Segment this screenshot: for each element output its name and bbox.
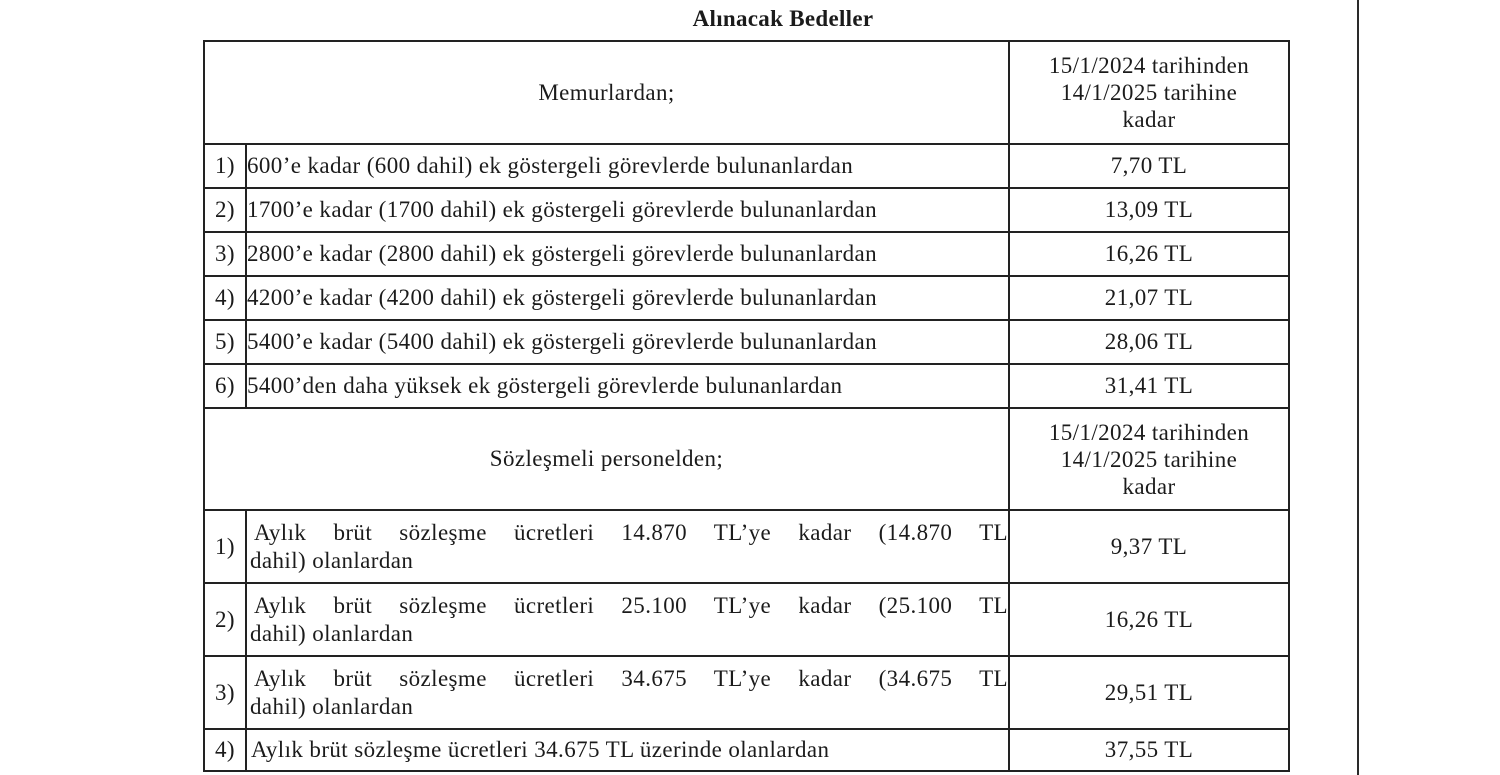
row-amount: 29,51 TL: [1009, 656, 1289, 729]
fees-table: [203, 40, 1290, 772]
period-header-line: 14/1/2025 tarihine: [1060, 446, 1238, 472]
page-edge-line: [1357, 0, 1359, 775]
document-title: Alınacak Bedeller: [692, 6, 874, 31]
row-amount: 16,26 TL: [1009, 232, 1289, 276]
row-amount: 28,06 TL: [1009, 320, 1289, 364]
period-header-line: kadar: [1122, 107, 1176, 132]
row-description-line: dahil) olanlardan: [250, 693, 414, 719]
row-number: 1): [204, 144, 246, 188]
row-description-line: dahil) olanlardan: [250, 620, 414, 646]
period-header-line: 15/1/2024 tarihinden: [1048, 53, 1250, 78]
row-description-line: Aylık brüt sözleşme ücretleri 34.675 TL’ye kadar (34.675 TL: [254, 665, 1008, 691]
row-description: 600’e kadar (600 dahil) ek göstergeli görevlerde bulunanlardan: [246, 144, 1009, 188]
table-row: [204, 320, 1289, 364]
sozlesmeli-header-row: [204, 408, 1289, 510]
row-number: 6): [204, 364, 246, 408]
row-description: 5400’e kadar (5400 dahil) ek göstergeli görevlerde bulunanlardan: [246, 320, 1009, 364]
row-amount: 31,41 TL: [1009, 364, 1289, 408]
memurlar-period-header: [1009, 41, 1289, 144]
row-description: [246, 583, 1009, 656]
memurlar-section-label: Memurlardan;: [204, 41, 1009, 144]
row-amount: 9,37 TL: [1009, 510, 1289, 583]
period-header-line: 14/1/2025 tarihine: [1060, 80, 1238, 105]
memurlar-header-row: [204, 41, 1289, 144]
row-description-line: Aylık brüt sözleşme ücretleri 34.675 TL üzerinde olanlardan: [251, 737, 830, 762]
period-header-line: kadar: [1122, 473, 1176, 499]
row-number: 2): [204, 188, 246, 232]
row-number: 2): [204, 583, 246, 656]
table-row: [204, 729, 1289, 771]
row-amount: 21,07 TL: [1009, 276, 1289, 320]
period-header-line: 15/1/2024 tarihinden: [1048, 419, 1250, 445]
row-description: 2800’e kadar (2800 dahil) ek göstergeli görevlerde bulunanlardan: [246, 232, 1009, 276]
row-number: 4): [204, 729, 246, 771]
row-amount: 16,26 TL: [1009, 583, 1289, 656]
table-row: [204, 364, 1289, 408]
row-description: [246, 656, 1009, 729]
row-description-line: Aylık brüt sözleşme ücretleri 25.100 TL’ye kadar (25.100 TL: [254, 592, 1008, 618]
row-amount: 13,09 TL: [1009, 188, 1289, 232]
table-row: [204, 656, 1289, 729]
table-row: [204, 188, 1289, 232]
sozlesmeli-period-header: [1009, 408, 1289, 510]
row-description: 1700’e kadar (1700 dahil) ek göstergeli görevlerde bulunanlardan: [246, 188, 1009, 232]
table-row: [204, 583, 1289, 656]
row-number: 3): [204, 656, 246, 729]
row-description: [246, 729, 1009, 771]
row-amount: 7,70 TL: [1009, 144, 1289, 188]
table-row: [204, 276, 1289, 320]
row-description: 4200’e kadar (4200 dahil) ek göstergeli görevlerde bulunanlardan: [246, 276, 1009, 320]
table-row: [204, 144, 1289, 188]
row-amount: 37,55 TL: [1009, 729, 1289, 771]
row-description-line: Aylık brüt sözleşme ücretleri 14.870 TL’ye kadar (14.870 TL: [254, 519, 1008, 545]
row-description-line: dahil) olanlardan: [250, 547, 414, 573]
row-description: 5400’den daha yüksek ek göstergeli görevlerde bulunanlardan: [246, 364, 1009, 408]
row-number: 4): [204, 276, 246, 320]
row-number: 1): [204, 510, 246, 583]
table-row: [204, 510, 1289, 583]
row-number: 5): [204, 320, 246, 364]
sozlesmeli-section-label: Sözleşmeli personelden;: [204, 408, 1009, 510]
table-row: [204, 232, 1289, 276]
row-number: 3): [204, 232, 246, 276]
row-description: [246, 510, 1009, 583]
